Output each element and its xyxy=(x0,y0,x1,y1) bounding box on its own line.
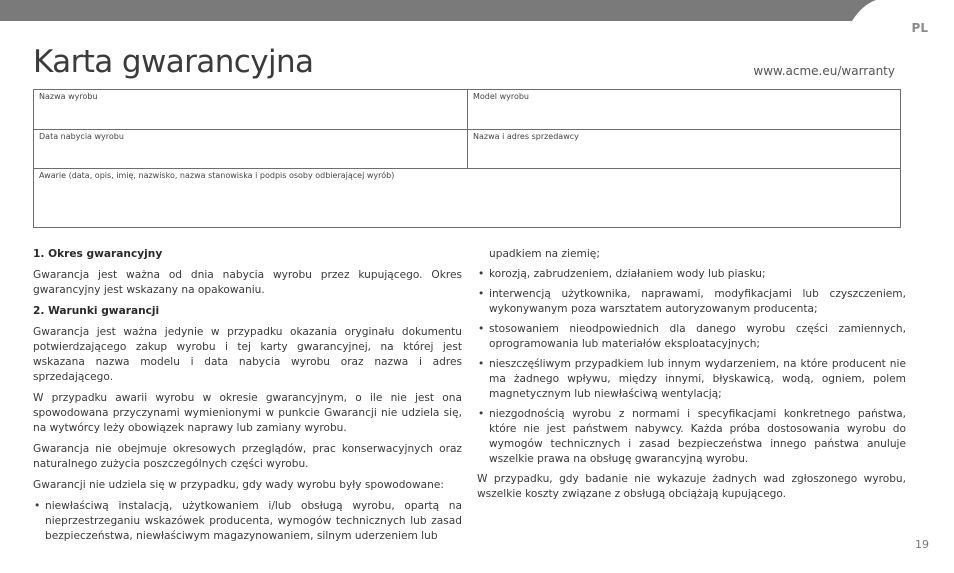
right-column xyxy=(477,247,906,508)
closing-paragraph: W przypadku, gdy badanie nie wykazuje żadnych wad zgłoszonego wyrobu, wszelkie koszty związane z obsługą obciążają kupującego. xyxy=(477,473,906,500)
left-column xyxy=(33,247,462,549)
paragraph: Gwarancja nie obejmuje okresowych przeglądów, prac konserwacyjnych oraz naturalnego zużycia poszczególnych części wyrobu. xyxy=(33,443,462,470)
language-label: PL xyxy=(911,21,928,35)
warranty-url: www.acme.eu/warranty xyxy=(753,64,895,78)
exclusions-list xyxy=(33,499,462,544)
exclusions-list-continued xyxy=(477,247,906,467)
paragraph: Gwarancja jest ważna od dnia nabycia wyrobu przez kupującego. Okres gwarancyjny jest wskazany na opakowaniu. xyxy=(33,269,462,296)
header-bar xyxy=(0,0,954,21)
product-name-field[interactable]: Nazwa wyrobu xyxy=(34,90,468,130)
faults-field[interactable]: Awarie (data, opis, imię, nazwisko, nazwa stanowiska i podpis osoby odbierającej wyrób) xyxy=(39,171,395,180)
page-title: Karta gwarancyjna xyxy=(33,44,314,80)
page-number: 19 xyxy=(915,538,929,551)
list-item-continuation: upadkiem na ziemię; xyxy=(489,248,600,260)
product-model-field[interactable]: Model wyrobu xyxy=(468,90,900,130)
list-item: • stosowaniem nieodpowiednich dla danego wyrobu części zamiennych, oprogramowania lub materiałów eksploatacyjnych; xyxy=(477,322,906,352)
paragraph: Gwarancja jest ważna jedynie w przypadku okazania oryginału dokumentu potwierdzającego zakup wyrobu i tej karty gwarancyjnej, na której jest wskazana nazwa modelu i data nabycia wyrobu oraz nazwa i adres sprzedającego. xyxy=(33,326,462,383)
list-item: • niezgodnością wyrobu z normami i specyfikacjami konkretnego państwa, które nie jest państwem nabywcy. Każda próba dostosowania wyrobu do wymogów technicznych i zasad bezpieczeństwa innego państwa anuluje wszelkie prawa na obsługę gwarancyjną wyrobu. xyxy=(477,407,906,467)
paragraph: W przypadku awarii wyrobu w okresie gwarancyjnym, o ile nie jest ona spowodowana przyczynami wymienionymi w punkcie Gwarancji nie udziela się, na wytwórcy leży obowiązek naprawy lub zamiany wyrobu. xyxy=(33,392,462,434)
list-item: • korozją, zabrudzeniem, działaniem wody lub piasku; xyxy=(477,267,906,282)
paragraph: Gwarancji nie udziela się w przypadku, gdy wady wyrobu były spowodowane: xyxy=(33,479,444,491)
section-heading-warranty-period: 1. Okres gwarancyjny xyxy=(33,248,163,260)
purchase-date-field[interactable]: Data nabycia wyrobu xyxy=(34,130,468,169)
section-heading-warranty-conditions: 2. Warunki gwarancji xyxy=(33,305,160,317)
warranty-form xyxy=(33,89,901,228)
seller-field[interactable]: Nazwa i adres sprzedawcy xyxy=(468,130,900,169)
list-item: • interwencją użytkownika, naprawami, modyfikacjami lub czyszczeniem, wykonywanym poza warsztatem autoryzowanym producenta; xyxy=(477,287,906,317)
list-item: • niewłaściwą instalacją, użytkowaniem i/lub obsługą wyrobu, opartą na nieprzestrzeganiu wskazówek producenta, wymogów technicznych lub zasad bezpieczeństwa, niewłaściwym magazynowaniem, silnym uderzeniem lub xyxy=(33,499,462,544)
list-item: • nieszczęśliwym przypadkiem lub innym wydarzeniem, na które producent nie ma żadnego wpływu, między innymi, błyskawicą, wodą, ogniem, polem magnetycznym lub niewłaściwą wentylacją; xyxy=(477,357,906,402)
